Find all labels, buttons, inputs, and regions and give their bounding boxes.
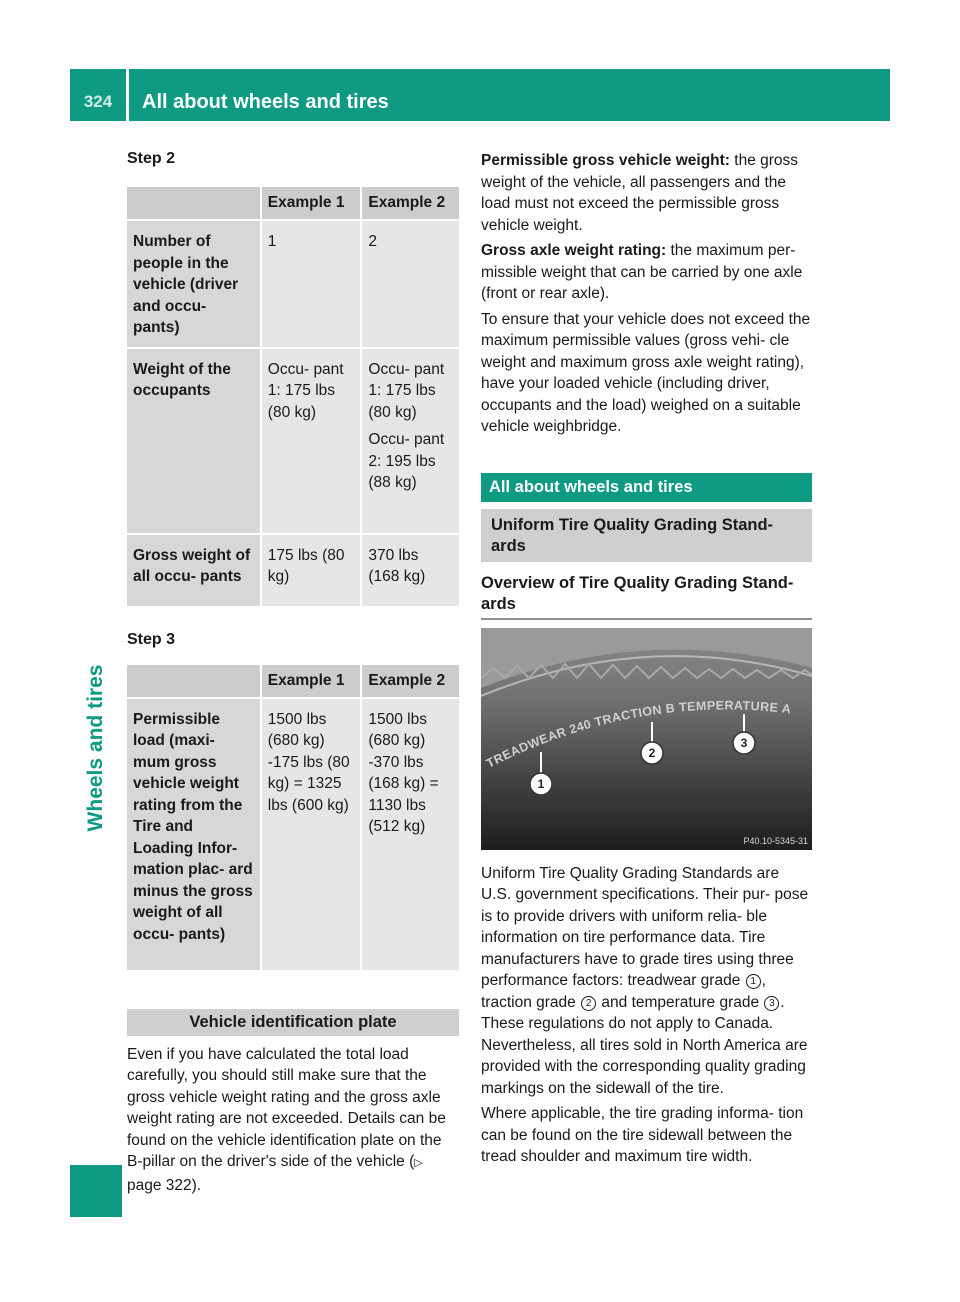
table-cell bbox=[361, 348, 459, 534]
paragraph-axle-rating bbox=[481, 240, 812, 305]
vehicle-plate-paragraph bbox=[127, 1044, 459, 1197]
table-cell: 1500 lbs (680 kg) -370 lbs (168 kg) = 1130 lbs (512 kg) bbox=[361, 698, 459, 970]
table-row bbox=[127, 348, 459, 534]
term-gross-vehicle-weight: Permissible gross vehicle weight: bbox=[481, 152, 730, 169]
step2-table bbox=[127, 187, 459, 606]
paragraph-gross-weight bbox=[481, 150, 812, 236]
table-row bbox=[127, 220, 459, 348]
paragraph-utqg bbox=[481, 863, 812, 1100]
callout-ref-3-icon: 3 bbox=[764, 996, 779, 1011]
paragraph-grading-location: Where applicable, the tire grading informa- tion can be found on the tire sidewall between the tread shoulder and maximum tire width. bbox=[481, 1105, 804, 1165]
page-title: All about wheels and tires bbox=[142, 91, 389, 113]
table-cell-part: Occu- pant 1: 175 lbs (80 kg) bbox=[368, 360, 445, 421]
callout-ref-2-icon: 2 bbox=[581, 996, 596, 1011]
side-tab-marker bbox=[70, 1165, 122, 1217]
tire-sidewall-image bbox=[481, 628, 812, 850]
table-cell-part: Occu- pant 2: 195 lbs (88 kg) bbox=[368, 431, 445, 491]
page-ref-arrow-icon: ▷ bbox=[414, 1157, 423, 1169]
table-header-cell bbox=[127, 187, 261, 220]
figure-code: P40.10-5345-31 bbox=[743, 835, 808, 846]
left-column bbox=[127, 150, 459, 1196]
row-label: Gross weight of all occu- pants bbox=[127, 534, 261, 606]
vehicle-plate-heading: Vehicle identification plate bbox=[127, 1009, 459, 1036]
row-label: Weight of the occupants bbox=[127, 348, 261, 534]
callout-ref-1-icon: 1 bbox=[746, 974, 761, 989]
page-reference-link[interactable]: page 322). bbox=[127, 1176, 202, 1194]
row-label: Number of people in the vehicle (driver and occu- pants) bbox=[127, 220, 261, 348]
callout-label: 1 bbox=[537, 776, 545, 791]
page-number: 324 bbox=[83, 92, 113, 111]
paragraph-text: , traction grade bbox=[481, 972, 766, 1011]
callout-label: 2 bbox=[648, 745, 656, 760]
table-header-cell: Example 2 bbox=[361, 665, 459, 698]
header-divider bbox=[126, 69, 129, 121]
paragraph-text: . These regulations do not apply to Canada. Nevertheless, all tires sold in North America are provided with the corresponding quality grading markings on the sidewall of the tire. bbox=[481, 993, 808, 1097]
table-header-cell: Example 1 bbox=[261, 665, 362, 698]
table-cell: 1 bbox=[261, 220, 362, 348]
term-gross-axle-weight: Gross axle weight rating: bbox=[481, 242, 667, 259]
sidewall-grading-text: TREADWEAR 240 TRACTION B TEMPERATURE A bbox=[484, 697, 792, 771]
overview-heading: Overview of Tire Quality Grading Stand- ards bbox=[481, 573, 812, 620]
step3-label: Step 3 bbox=[127, 630, 176, 648]
row-label: Permissible load (maxi- mum gross vehicle weight rating from the Tire and Loading Infor- mation plac- ard minus the gross weight of all occu- pants) bbox=[127, 698, 261, 970]
table-header-cell: Example 1 bbox=[261, 187, 362, 220]
paragraph-weighbridge: To ensure that your vehicle does not exceed the maximum permissible values (gross vehi- cle weight and maximum gross axle weight rating), have your loaded vehicle (including driver, occupants and the load) weighed on a suitable vehicle weighbridge. bbox=[481, 310, 811, 435]
table-cell: Occu- pant 1: 175 lbs (80 kg) bbox=[261, 348, 362, 534]
table-cell: 175 lbs (80 kg) bbox=[261, 534, 362, 606]
paragraph-text: and temperature grade bbox=[597, 993, 764, 1011]
table-cell: 2 bbox=[361, 220, 459, 348]
side-tab-label: Wheels and tires bbox=[84, 664, 107, 832]
section-banner: All about wheels and tires bbox=[481, 473, 812, 502]
table-header-cell bbox=[127, 665, 261, 698]
tire-illustration bbox=[481, 628, 812, 850]
table-row bbox=[127, 698, 459, 970]
table-row bbox=[127, 534, 459, 606]
subsection-banner: Uniform Tire Quality Grading Stand- ards bbox=[481, 509, 812, 562]
table-header-cell: Example 2 bbox=[361, 187, 459, 220]
paragraph-text: the maximum per- missible weight that can be carried by one axle (front or rear axle). bbox=[481, 242, 803, 302]
callout-label: 3 bbox=[740, 735, 748, 750]
step2-label: Step 2 bbox=[127, 150, 176, 167]
table-cell: 1500 lbs (680 kg) -175 lbs (80 kg) = 1325 lbs (600 kg) bbox=[261, 698, 362, 970]
table-cell: 370 lbs (168 kg) bbox=[361, 534, 459, 606]
step3-table bbox=[127, 665, 459, 970]
table-header-row bbox=[127, 665, 459, 698]
right-column bbox=[481, 150, 812, 1168]
paragraph-text: the gross weight of the vehicle, all passengers and the load must not exceed the permissible gross vehicle weight. bbox=[481, 152, 799, 234]
table-header-row bbox=[127, 187, 459, 220]
paragraph-text: Uniform Tire Quality Grading Standards are U.S. government specifications. Their pur- pose is to provide drivers with uniform relia- ble information on tire performance data. Tire manufacturers have to grade tires using three performance factors: treadwear grade bbox=[481, 864, 809, 989]
vehicle-plate-text: Even if you have calculated the total load carefully, you should still make sure that the gross vehicle weight rating and the gross axle weight rating are not exceeded. Details can be found on the vehicle identification plate on the B-pillar on the driver's side of the vehicle ( bbox=[127, 1045, 446, 1170]
